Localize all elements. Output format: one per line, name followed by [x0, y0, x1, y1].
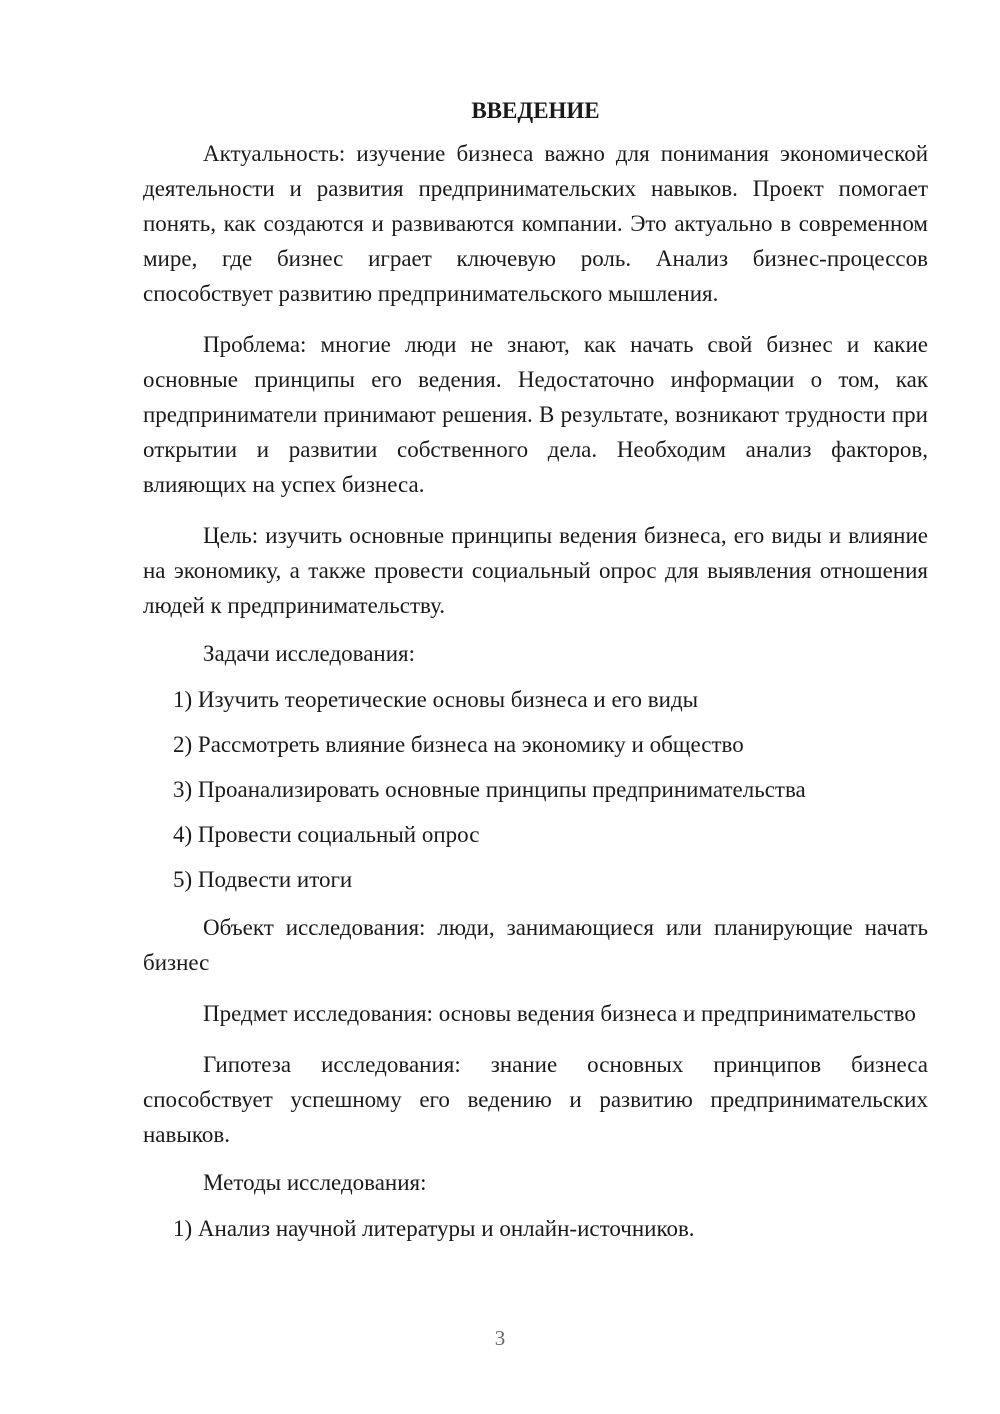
problem-paragraph: Проблема: многие люди не знают, как начать свой бизнес и какие основные принципы его ведения. Недостаточно информации о том, как предприниматели принимают решения. В результате, возникают трудности при открытии и развитии собственного дела. Необходим анализ факторов, влияющих на успех бизнеса. — [143, 332, 928, 497]
tasks-list — [143, 685, 928, 895]
list-item: 2) Рассмотреть влияние бизнеса на экономику и общество — [173, 732, 744, 757]
methods-list — [143, 1214, 928, 1244]
list-item: 4) Провести социальный опрос — [173, 822, 480, 847]
list-item: 3) Проанализировать основные принципы предпринимательства — [173, 777, 806, 802]
list-item: 1) Изучить теоретические основы бизнеса и его виды — [173, 687, 699, 712]
hypothesis-paragraph: Гипотеза исследования: знание основных принципов бизнеса способствует успешному его ведению и развитию предпринимательских навыков. — [143, 1052, 928, 1147]
methods-heading: Методы исследования: — [203, 1170, 427, 1195]
page-title: ВВЕДЕНИЕ — [471, 98, 600, 123]
list-item: 5) Подвести итоги — [173, 867, 353, 892]
subject-paragraph: Предмет исследования: основы ведения бизнеса и предпринимательство — [203, 1001, 916, 1026]
object-paragraph: Объект исследования: люди, занимающиеся или планирующие начать бизнес — [143, 915, 928, 975]
list-item: 1) Анализ научной литературы и онлайн-источников. — [173, 1216, 695, 1241]
page-number: 3 — [494, 1326, 506, 1350]
relevance-paragraph: Актуальность: изучение бизнеса важно для понимания экономической деятельности и развития предпринимательских навыков. Проект помогает понять, как создаются и развиваются компании. Это актуально в современном мире, где бизнес играет ключевую роль. Анализ бизнес-процессов способствует развитию предпринимательского мышления. — [143, 141, 928, 306]
tasks-heading: Задачи исследования: — [203, 641, 416, 666]
document-body — [143, 96, 928, 1259]
goal-paragraph: Цель: изучить основные принципы ведения бизнеса, его виды и влияние на экономику, а также провести социальный опрос для выявления отношения людей к предпринимательству. — [143, 523, 928, 618]
